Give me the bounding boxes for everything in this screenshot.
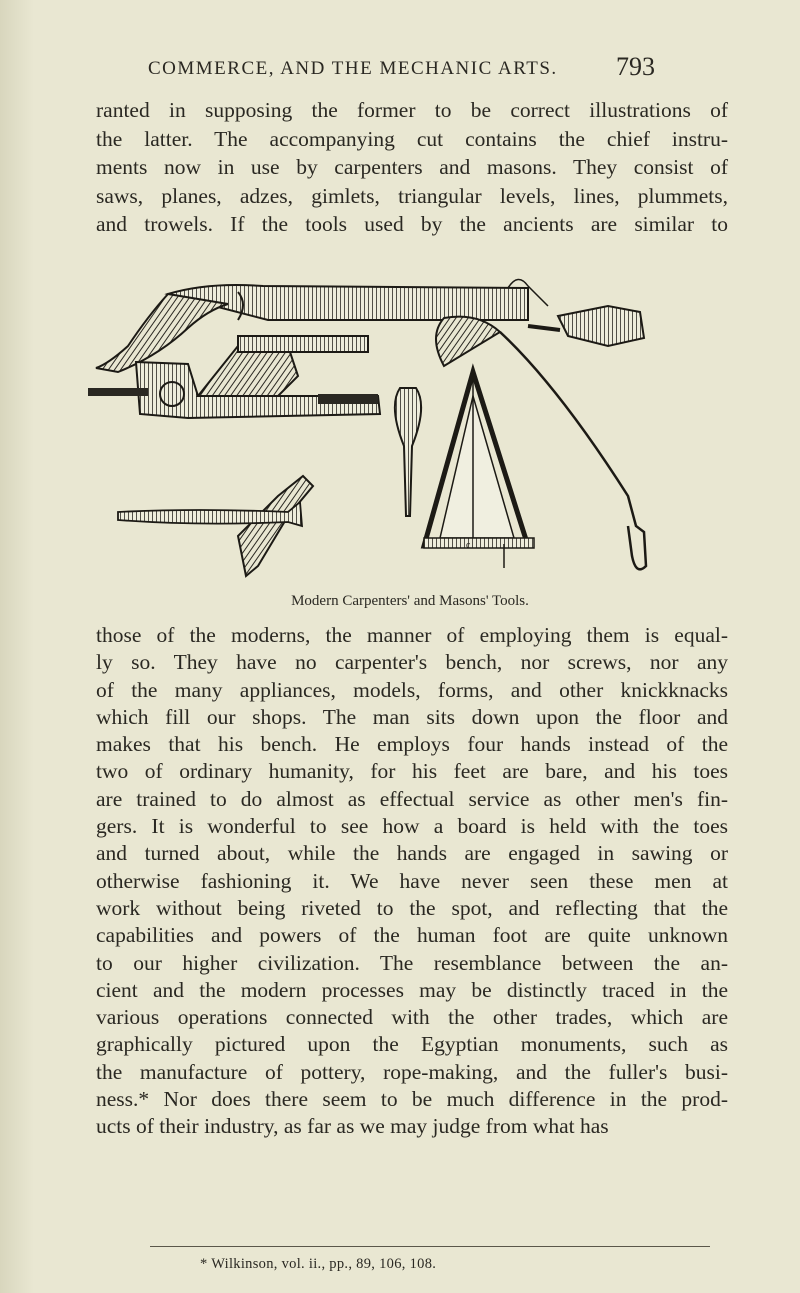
page-shadow-edge [0,0,34,1293]
text-line: the manufacture of pottery, rope-making, and the fuller's busi- [96,1059,728,1084]
text-line: and trowels. If the tools used by the ancients are similar to [96,212,728,236]
paragraph-2 [96,622,728,1141]
text-line: saws, planes, adzes, gimlets, triangular levels, lines, plummets, [96,183,728,208]
figure-caption: Modern Carpenters' and Masons' Tools. [291,593,529,609]
text-line: work without being riveted to the spot, and reflecting that the [96,895,728,920]
footnote: * Wilkinson, vol. ii., pp., 89, 106, 108. [200,1256,437,1272]
text-line: cient and the modern processes may be distinctly traced in the [96,977,728,1002]
text-line: the latter. The accompanying cut contains the chief instru- [96,126,728,151]
text-line: ly so. They have no carpenter's bench, nor screws, nor any [96,650,728,675]
text-line: gers. It is wonderful to see how a board is held with the toes [96,814,728,839]
text-line: graphically pictured upon the Egyptian monuments, such as [96,1032,728,1057]
tools-illustration [88,276,678,591]
text-line: ucts of their industry, as far as we may judge from what has [96,1114,609,1139]
page-number: 793 [616,52,655,81]
text-line: those of the moderns, the manner of employing them is equal- [96,623,728,647]
text-line: otherwise fashioning it. We have never seen these men at [96,868,728,893]
text-line: which fill our shops. The man sits down upon the floor and [96,704,728,729]
paragraph-1 [96,96,728,239]
text-line: are trained to do almost as effectual service as other men's fin- [96,786,728,811]
footnote-rule [150,1246,710,1247]
text-line: makes that his bench. He employs four hands instead of the [96,732,728,757]
text-line: various operations connected with the other trades, which are [96,1005,728,1030]
text-line: two of ordinary humanity, for his feet are bare, and his toes [96,759,728,784]
text-line: ments now in use by carpenters and masons. They consist of [96,155,728,179]
text-line: and turned about, while the hands are engaged in sawing or [96,841,728,866]
text-line: to our higher civilization. The resemblance between the an- [96,950,728,975]
running-title: COMMERCE, AND THE MECHANIC ARTS. [148,58,558,79]
adze [118,476,313,576]
triangular-level [424,372,534,568]
text-line: ness.* Nor does there seem to be much difference in the prod- [96,1087,728,1112]
text-line: capabilities and powers of the human foot are quite unknown [96,923,728,948]
level-label: c [466,540,471,551]
trowel [528,306,644,346]
text-line: of the many appliances, models, forms, and other knickknacks [96,677,728,702]
text-line: ranted in supposing the former to be correct illustrations of [96,98,728,122]
